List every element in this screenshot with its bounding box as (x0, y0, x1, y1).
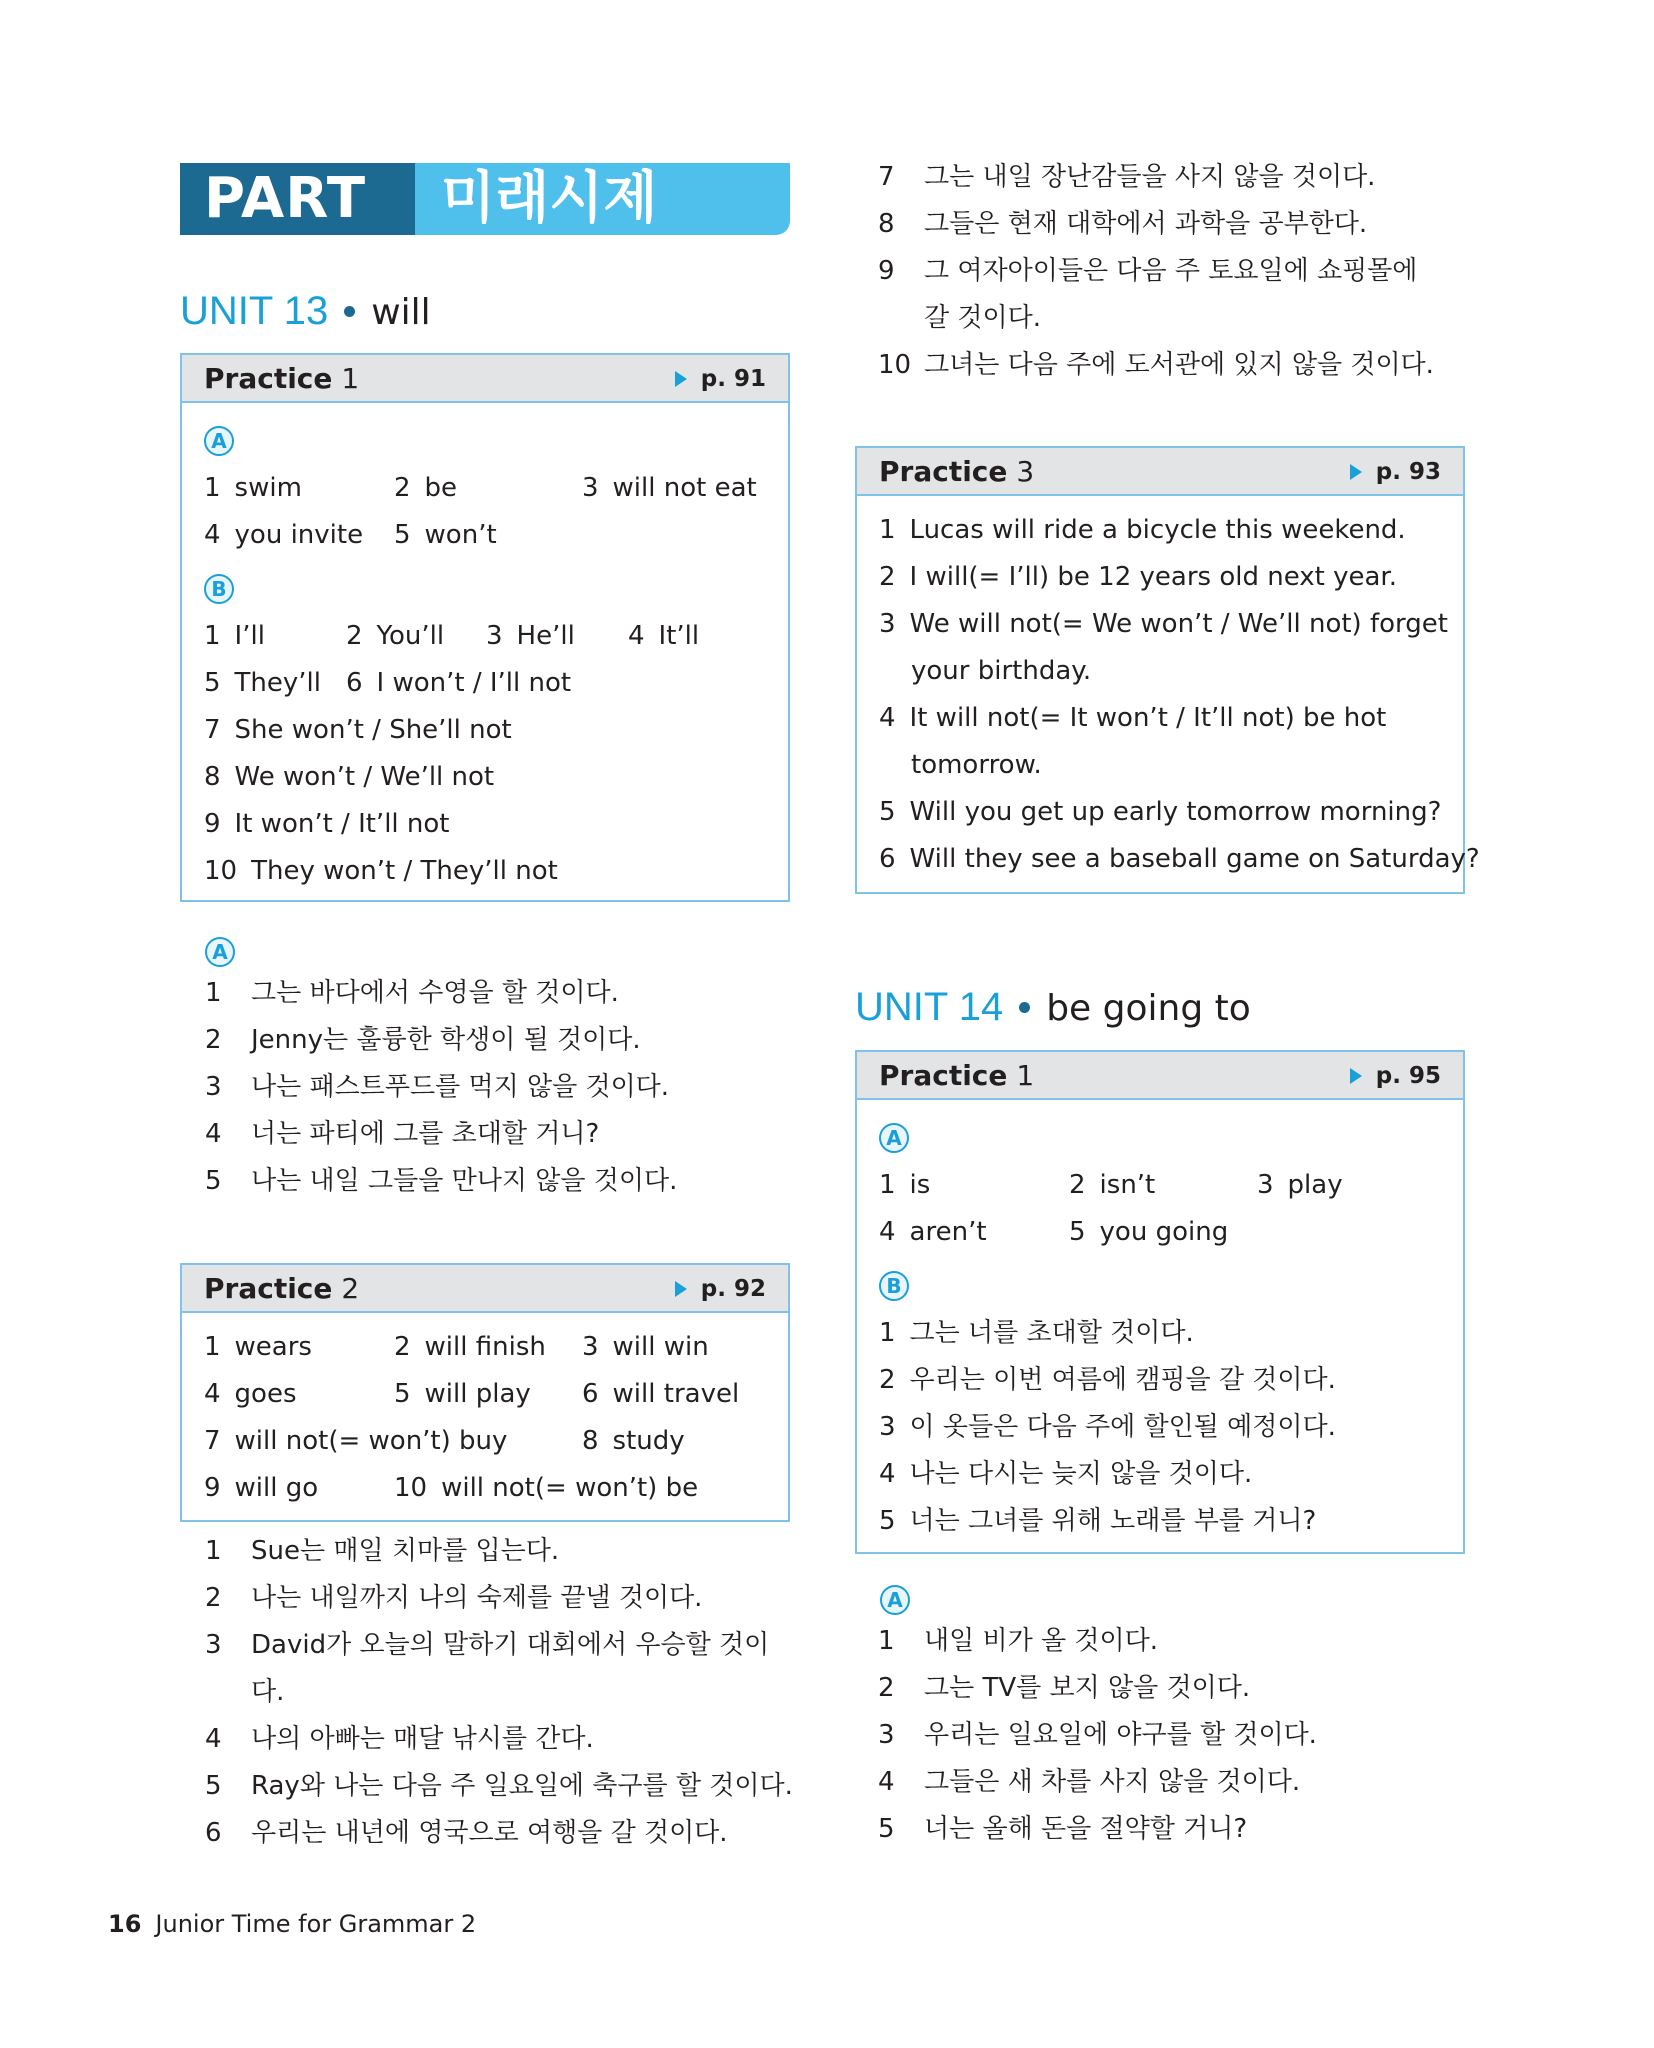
answer-item: 5 will play (394, 1379, 531, 1409)
answer-item: 5 Will you get up early tomorrow morning? (879, 797, 1442, 827)
answer-item: 1 is (879, 1170, 931, 1200)
answer-item: 6 Will they see a baseball game on Saturday? (879, 844, 1480, 874)
page-reference: p. 95 (1350, 1061, 1441, 1091)
translation-item: 5 너는 올해 돈을 절약할 거니? (878, 1814, 1248, 1844)
page-number: 16 (108, 1910, 142, 1938)
answer-item: 6 will travel (582, 1379, 740, 1409)
unit-title: be going to (1046, 988, 1251, 1029)
unit13-practice2-box (180, 1263, 790, 1522)
answer-item: 3 We will not(= We won’t / We’ll not) forget (879, 609, 1448, 639)
unit13-practice1-box (180, 353, 790, 902)
answer-item: 1 I’ll (204, 621, 265, 651)
bullet-dot-icon (344, 306, 355, 317)
part-title: 미래시제 (415, 163, 790, 235)
answer-item: 2 isn’t (1069, 1170, 1156, 1200)
answer-item: 5 you going (1069, 1217, 1229, 1247)
answer-item: 8 We won’t / We’ll not (204, 762, 495, 792)
answer-item: 4 나는 다시는 늦지 않을 것이다. (879, 1459, 1253, 1489)
translation-a-badge: A (205, 937, 235, 967)
section-a-badge: A (879, 1123, 909, 1153)
practice-header (182, 355, 788, 403)
play-arrow-icon (675, 371, 687, 387)
answer-item: 6 I won’t / I’ll not (346, 668, 572, 698)
translation-item: 9 그 여자아이들은 다음 주 토요일에 쇼핑몰에 (878, 256, 1418, 286)
translation-item: 3 나는 패스트푸드를 먹지 않을 것이다. (205, 1072, 670, 1102)
practice-header (182, 1265, 788, 1313)
book-title: Junior Time for Grammar 2 (155, 1910, 477, 1938)
play-arrow-icon (1350, 1068, 1362, 1084)
unit-title: will (371, 292, 431, 333)
play-arrow-icon (675, 1281, 687, 1297)
unit14-practice1-box (855, 1050, 1465, 1554)
translation-item-continued: 다. (251, 1677, 285, 1707)
unit-14-header (855, 984, 1251, 1032)
translation-item: 3 우리는 일요일에 야구를 할 것이다. (878, 1720, 1317, 1750)
answer-item: 1 Lucas will ride a bicycle this weekend. (879, 515, 1406, 545)
answer-item: 8 study (582, 1426, 685, 1456)
answer-item: 9 will go (204, 1473, 319, 1503)
answer-item: 3 이 옷들은 다음 주에 할인될 예정이다. (879, 1412, 1336, 1442)
practice-title: Practice 1 (879, 1059, 1035, 1092)
translation-item: 8 그들은 현재 대학에서 과학을 공부한다. (878, 209, 1368, 239)
unit-number: UNIT 13 (180, 289, 329, 333)
answer-item: 2 will finish (394, 1332, 546, 1362)
translation-item: 4 나의 아빠는 매달 낚시를 간다. (205, 1724, 594, 1754)
answer-item: 2 be (394, 473, 458, 503)
translation-item: 1 내일 비가 올 것이다. (878, 1626, 1158, 1656)
practice-title: Practice 1 (204, 362, 360, 395)
answer-item: 1 swim (204, 473, 302, 503)
translation-item: 5 Ray와 나는 다음 주 일요일에 축구를 할 것이다. (205, 1771, 793, 1801)
page-reference: p. 91 (675, 364, 766, 394)
translation-item: 6 우리는 내년에 영국으로 여행을 갈 것이다. (205, 1818, 728, 1848)
answer-item-continued: tomorrow. (911, 750, 1042, 780)
answer-item: 3 play (1257, 1170, 1343, 1200)
answer-item: 3 will not eat (582, 473, 757, 503)
translation-item-continued: 갈 것이다. (924, 303, 1041, 333)
answer-item: 1 그는 너를 초대할 것이다. (879, 1318, 1194, 1348)
unit13-practice3-box (855, 446, 1480, 894)
unit-number: UNIT 14 (855, 985, 1004, 1029)
translation-item: 2 나는 내일까지 나의 숙제를 끝낼 것이다. (205, 1583, 703, 1613)
answer-item: 9 It won’t / It’ll not (204, 809, 450, 839)
answer-item: 5 won’t (394, 520, 497, 550)
answer-item: 1 wears (204, 1332, 312, 1362)
answer-item: 7 will not(= won’t) buy (204, 1426, 508, 1456)
answer-item-continued: your birthday. (911, 656, 1092, 686)
answer-item: 2 You’ll (346, 621, 445, 651)
answer-item: 2 I will(= I’ll) be 12 years old next year. (879, 562, 1397, 592)
answer-item: 4 aren’t (879, 1217, 987, 1247)
answer-item: 4 It will not(= It won’t / It’ll not) be hot (879, 703, 1387, 733)
translation-item: 10 그녀는 다음 주에 도서관에 있지 않을 것이다. (878, 350, 1434, 380)
practice-title: Practice 2 (204, 1272, 360, 1305)
translation-a-badge: A (880, 1585, 910, 1615)
answer-item: 7 She won’t / She’ll not (204, 715, 512, 745)
answer-item: 4 goes (204, 1379, 297, 1409)
practice-title: Practice 3 (879, 455, 1035, 488)
part-label: PART 6 (180, 163, 415, 235)
section-b-badge: B (204, 574, 234, 604)
translation-item: 3 David가 오늘의 말하기 대회에서 우승할 것이 (205, 1630, 770, 1660)
unit-13-header (180, 288, 431, 336)
practice-header (857, 1052, 1463, 1100)
answer-item: 2 우리는 이번 여름에 캠핑을 갈 것이다. (879, 1365, 1336, 1395)
answer-item: 10 will not(= won’t) be (394, 1473, 699, 1503)
part-banner (180, 163, 790, 303)
translation-item: 2 그는 TV를 보지 않을 것이다. (878, 1673, 1251, 1703)
translation-item: 4 그들은 새 차를 사지 않을 것이다. (878, 1767, 1301, 1797)
play-arrow-icon (1350, 464, 1362, 480)
answer-item: 5 너는 그녀를 위해 노래를 부를 거니? (879, 1506, 1317, 1536)
translation-item: 5 나는 내일 그들을 만나지 않을 것이다. (205, 1166, 678, 1196)
page-reference: p. 93 (1350, 457, 1441, 487)
answer-item: 3 will win (582, 1332, 709, 1362)
translation-item: 4 너는 파티에 그를 초대할 거니? (205, 1119, 600, 1149)
answer-item: 4 you invite (204, 520, 364, 550)
answer-item: 4 It’ll (628, 621, 700, 651)
translation-item: 2 Jenny는 훌륭한 학생이 될 것이다. (205, 1025, 641, 1055)
page-reference: p. 92 (675, 1274, 766, 1304)
translation-item: 1 그는 바다에서 수영을 할 것이다. (205, 978, 619, 1008)
practice-header (857, 448, 1463, 496)
answer-item: 3 He’ll (486, 621, 575, 651)
page-footer (108, 1908, 476, 1940)
translation-item: 7 그는 내일 장난감들을 사지 않을 것이다. (878, 162, 1376, 192)
section-a-badge: A (204, 426, 234, 456)
answer-item: 5 They’ll (204, 668, 322, 698)
bullet-dot-icon (1019, 1002, 1030, 1013)
section-b-badge: B (879, 1271, 909, 1301)
answer-item: 10 They won’t / They’ll not (204, 856, 558, 886)
translation-item: 1 Sue는 매일 치마를 입는다. (205, 1536, 560, 1566)
